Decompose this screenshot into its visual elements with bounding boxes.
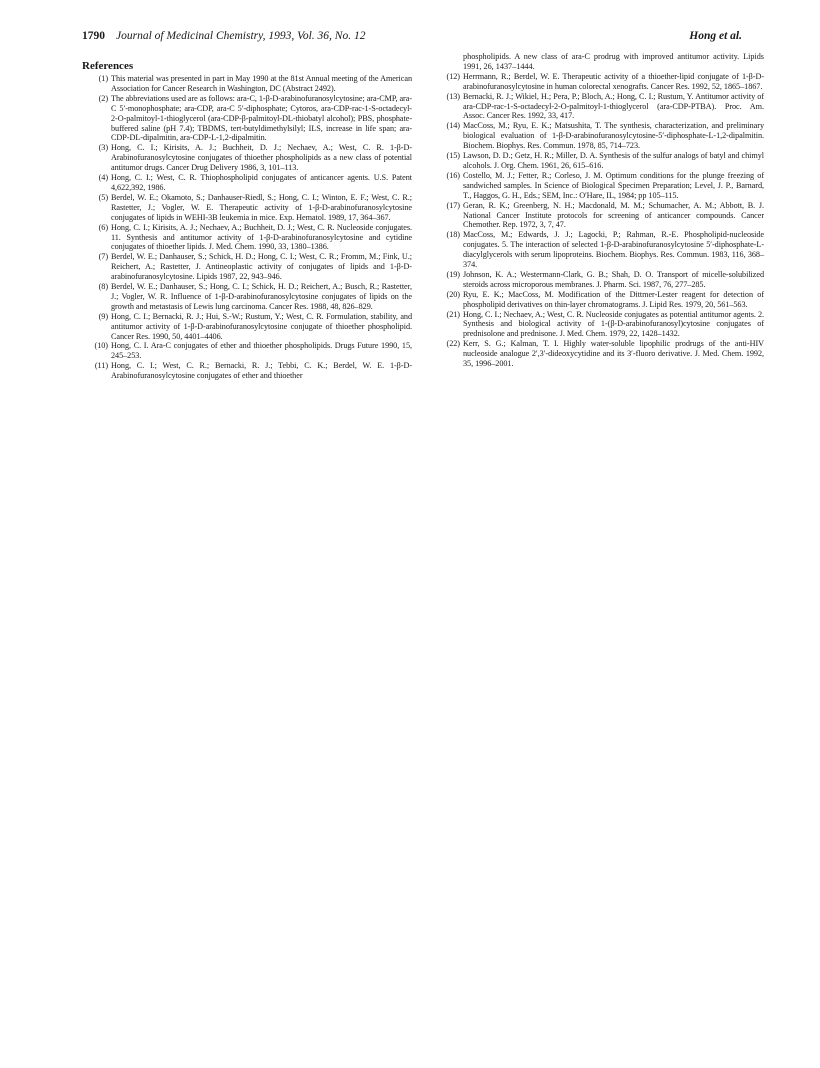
reference-number: (19) [446,269,460,279]
right-column [434,52,764,369]
reference-item [434,201,764,231]
reference-number: (22) [446,339,460,349]
left-column [82,60,412,381]
reference-item [82,193,412,223]
reference-list-left [82,74,412,381]
reference-text: Hong, C. I.; West, C. R. Thiophospholipid conjugates of anticancer agents. U.S. Patent 4,622,392, 1986. [111,173,412,192]
reference-item [434,92,764,122]
reference-text: This material was presented in part in May 1990 at the 81st Annual meeting of the American Association for Cancer Research in Washington, DC (Abstract 2492). [111,74,412,93]
reference-item [82,173,412,193]
reference-text: Berdel, W. E.; Okamoto, S.; Danhauser-Riedl, S.; Hong, C. I.; Winton, E. F.; West, C. R.; Rastetter, J.; Vogler, W. E. Therapeutic activity of 1-β-D-arabinofuranosylcytosine conjugates of lipids in WEHI-3B leukemia in mice. Exp. Hematol. 1989, 17, 364–367. [111,192,412,222]
reference-number: (12) [446,71,460,81]
reference-text: Costello, M. J.; Fetter, R.; Corleso, J. M. Optimum conditions for the plunge freezing of sandwiched samples. In Science of Biological Specimen Preparation; Level, J. P., Barnard, T., Haggos, G. H., Eds.; SEM, Inc.: O'Hare, IL, 1984; pp 105–115. [463,170,764,200]
reference-item [434,121,764,151]
reference-item [82,74,412,94]
section-title: References [82,60,134,72]
reference-item [434,72,764,92]
reference-text: Berdel, W. E.; Danhauser, S.; Schick, H. D.; Hong, C. I.; West, C. R.; Fromm, M.; Fink, U.; Reichert, A.; Rastetter, J. Antineoplastic activity of conjugates of lipids and 1-β-D-arabinofuranosylcytosine. Lipids 1987, 22, 943–946. [111,252,412,282]
reference-number: (4) [98,173,108,183]
reference-number: (5) [98,192,108,202]
reference-text: Hong, C. I.; Kirisits, A. J.; Buchheit, D. J.; Nechaev, A.; West, C. R. 1-β-D-Arabinofuranosylcytosine conjugates of thioether phospholipids as a new class of potential antitumor drugs. Cancer Drug Delivery 1986, 3, 101–113. [111,143,412,173]
reference-text: Hong, C. I. Ara-C conjugates of ether and thioether phospholipids. Drugs Future 1990, 15, 245–253. [111,341,412,361]
reference-item [434,290,764,310]
reference-item [82,252,412,282]
reference-text: Lawson, D. D.; Getz, H. R.; Miller, D. A. Synthesis of the sulfur analogs of batyl and chimyl alcohols. J. Org. Chem. 1961, 26, 615–616. [463,151,764,170]
reference-item [82,223,412,253]
reference-number: (13) [446,91,460,101]
reference-text: MacCoss, M.; Ryu, E. K.; Matsushita, T. The synthesis, characterization, and preliminary biological evaluation of 1-β-D-arabinofuranosylcytosine-5′-diphosphate-L-1,2-dipalmitin. Biochem. Biophys. Res. Commun. 1978, 85, 714–723. [463,121,764,151]
reference-number: (8) [98,282,108,292]
reference-item [82,282,412,312]
reference-list-right [434,72,764,369]
running-title: Hong et al. [689,30,742,42]
reference-number: (9) [98,311,108,321]
reference-number: (21) [446,309,460,319]
reference-text: Hong, C. I.; Kirisits, A. J.; Nechaev, A.; Buchheit, D. J.; West, C. R. Nucleoside conjugates. 11. Synthesis and antitumor activity of 1-β-D-arabinofuranosylcytosine and cytidine conjugates of thioether lipids. J. Med. Chem. 1990, 33, 1380–1386. [111,222,412,252]
reference-text: Hong, C. I.; Bernacki, R. J.; Hui, S.-W.; Rustum, Y.; West, C. R. Formulation, stability, and antitumor activity of 1-β-D-arabinofuranosylcytosine conjugate of thioether phospholipid. Cancer Res. 1990, 50, 4401–4406. [111,311,412,341]
reference-text: The abbreviations used are as follows: ara-C, 1-β-D-arabinofuranosylcytosine; ara-CMP, ara-C 5′-monophosphate; ara-CDP, ara-C 5′-diphosphate; Cytoros, ara-CDP-rac-1-S-octadecyl-2-O-palmitoyl-1-thioglycerol (ara-CDP-β-palmitoyl-DL-thiobatyl alcohol); PBS, phosphate-buffered saline (pH 7.4); TBDMS, tert-butyldimethylsilyl; ILS, increase in life span; ara-CDP-DL-dipalmitin, ara-CDP-L-1,2-dipalmitin. [111,93,412,143]
reference-number: (16) [446,170,460,180]
reference-number: (15) [446,151,460,161]
reference-text: Hong, C. I.; Nechaev, A.; West, C. R. Nucleoside conjugates as potential antitumor agents. 2. Synthesis and biological activity of 1-(β-D-arabinofuranosyl)cytosine conjugates of prednisolone and prednisone. J. Med. Chem. 1979, 22, 1428–1432. [463,309,764,339]
reference-number: (3) [98,143,108,153]
reference-item [82,312,412,342]
reference-item [434,230,764,270]
reference-item [434,310,764,340]
reference-number: (2) [98,93,108,103]
reference-item [82,341,412,361]
reference-text: MacCoss, M.; Edwards, J. J.; Lagocki, P.; Rahman, R.-E. Phospholipid-nucleoside conjugates. 5. The interaction of selected 1-β-D-arabinofuranosylcytosine 5′-diphosphate-L-diacylglycerols with serum lipoproteins. Biochem. Biophys. Res. Commun. 1983, 116, 368–374. [463,230,764,270]
reference-number: (1) [98,74,108,83]
reference-text: Ryu, E. K.; MacCoss, M. Modification of the Dittmer-Lester reagent for detection of phospholipid derivatives on thin-layer chromatograms. J. Lipid Res. 1979, 20, 561–563. [463,289,764,309]
reference-number: (11) [94,361,108,371]
reference-number: (17) [446,200,460,210]
reference-text: Geran, R. K.; Greenberg, N. H.; Macdonald, M. M.; Schumacher, A. M.; Abbott, B. J. National Cancer Institute protocols for screening of anticancer compounds. Cancer Chemother. Rep. 1972, 3, 7, 47. [463,200,764,230]
reference-text: Hong, C. I.; West, C. R.; Bernacki, R. J.; Tebbi, C. K.; Berdel, W. E. 1-β-D-Arabinofuranosylcytosine conjugates of ether and thioether [111,361,412,381]
reference-item [434,151,764,171]
reference-item [434,339,764,369]
reference-text: Kerr, S. G.; Kalman, T. I. Highly water-soluble lipophilic prodrugs of the anti-HIV nucleoside analogue 2′,3′-dideoxycytidine and its 3′-fluoro derivative. J. Med. Chem. 1992, 35, 1996–2001. [463,339,764,369]
reference-number: (6) [98,222,108,232]
reference-number: (20) [446,289,460,299]
reference-text: Bernacki, R. J.; Wikiel, H.; Pera, P.; Bloch, A.; Hong, C. I.; Rustum, Y. Antitumor activity of ara-CDP-rac-1-S-octadecyl-2-O-palmitoyl-1-thioglycerol (ara-CDP-PTBA). Proc. Am. Assoc. Cancer Res. 1992, 33, 417. [463,91,764,121]
reference-item [82,361,412,381]
reference-item [434,171,764,201]
reference-text: Herrmann, R.; Berdel, W. E. Therapeutic activity of a thioether-lipid conjugate of 1-β-D-arabinofuranosylcytosine in human colorectal xenografts. Cancer Res. 1992, 52, 1865–1867. [463,71,764,91]
reference-number: (18) [446,230,460,240]
reference-text: Berdel, W. E.; Danhauser, S.; Hong, C. I.; Schick, H. D.; Reichert, A.; Busch, R.; Rastetter, J.; Vogler, W. R. Influence of 1-β-D-arabinofuranosylcytosine conjugates of lipids on the growth and metastasis of Lewis lung carcinoma. Cancer Res. 1988, 48, 826–829. [111,282,412,311]
journal-citation: Journal of Medicinal Chemistry, 1993, Vol. 36, No. 12 [116,30,366,42]
reference-item [434,270,764,290]
reference-number: (10) [94,341,108,351]
page-header [82,30,742,46]
reference-text: Johnson, K. A.; Westermann-Clark, G. B.; Shah, D. O. Transport of micelle-solubilized steroids across microporous membranes. J. Pharm. Sci. 1987, 76, 277–285. [463,269,764,289]
reference-number: (14) [446,121,460,131]
reference-continuation: phospholipids. A new class of ara-C prodrug with improved antitumor activity. Lipids 1991, 26, 1437–1444. [463,52,764,71]
reference-item [82,143,412,173]
reference-number: (7) [98,252,108,262]
page-number: 1790 [82,30,105,42]
reference-item [82,94,412,144]
